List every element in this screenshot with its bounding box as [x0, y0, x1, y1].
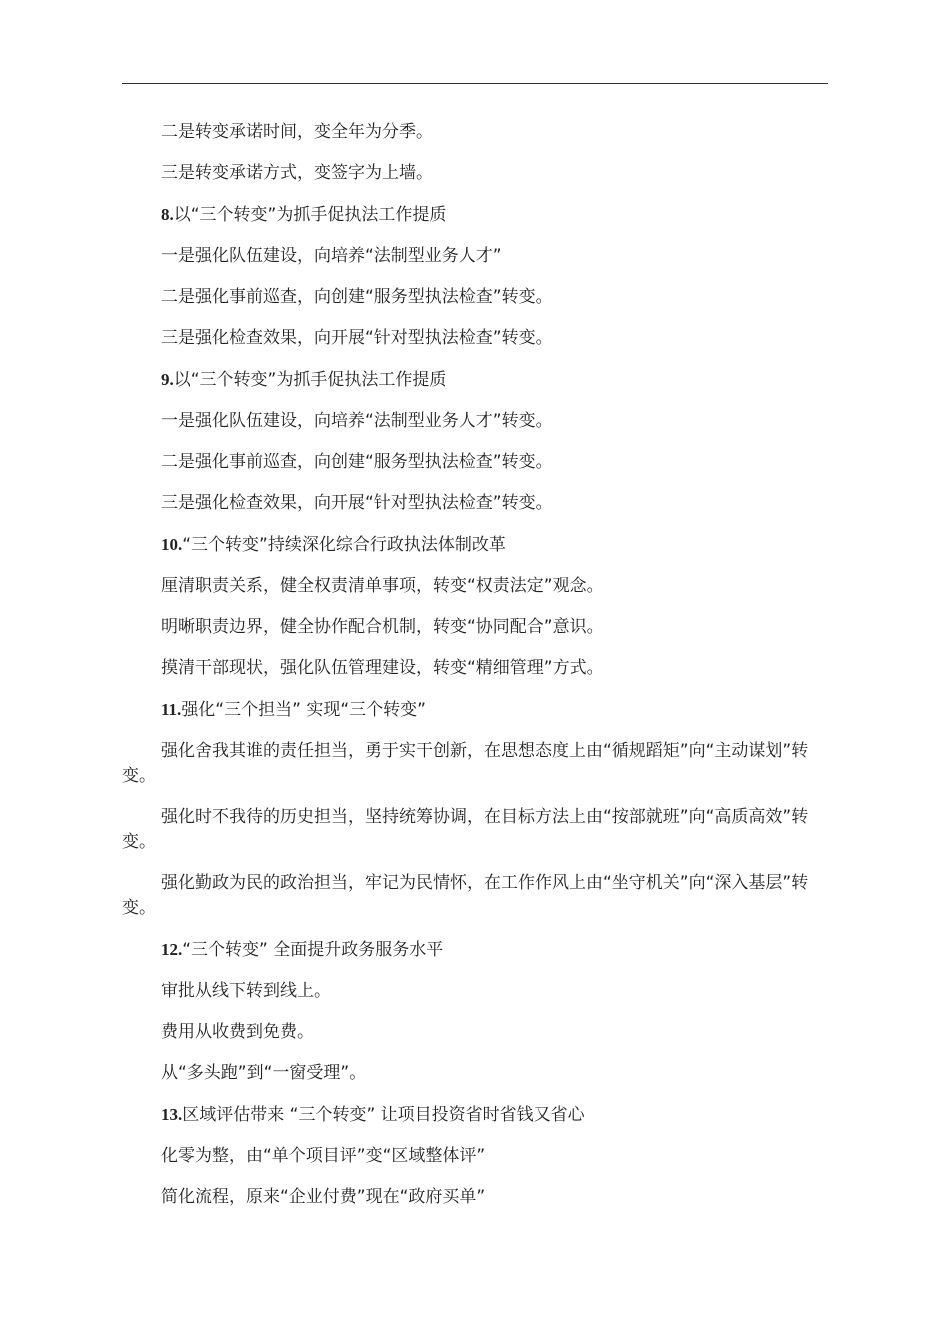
paragraph: 一是强化队伍建设，向培养“法制型业务人才”: [161, 246, 502, 266]
paragraph: 费用从收费到免费。: [161, 1022, 314, 1042]
document-body: [122, 120, 828, 1226]
section-heading: [122, 367, 828, 393]
paragraph: 厘清职责关系，健全权责清单事项，转变“权责法定”观念。: [161, 576, 604, 596]
heading-number: 8.: [161, 205, 174, 224]
paragraph: 强化舍我其谁的责任担当，勇于实干创新，在思想态度上由“循规蹈矩”向“主动谋划”转变。: [122, 741, 809, 786]
paragraph: 审批从线下转到线上。: [161, 981, 331, 1001]
heading-text: 强化“三个担当” 实现“三个转变”: [181, 700, 426, 720]
paragraph: 明晰职责边界，健全协作配合机制，转变“协同配合”意识。: [161, 617, 604, 637]
paragraph: 简化流程，原来“企业付费”现在“政府买单”: [161, 1187, 486, 1207]
heading-text: “三个转变” 全面提升政务服务水平: [182, 940, 444, 960]
paragraph: 三是转变承诺方式，变签字为上墙。: [161, 163, 433, 183]
paragraph: 三是强化检查效果，向开展“针对型执法检查”转变。: [161, 328, 553, 348]
paragraph: 二是强化事前巡查，向创建“服务型执法检查”转变。: [161, 452, 553, 472]
section-heading: [122, 697, 828, 723]
heading-text: 以“三个转变”为抓手促执法工作提质: [173, 205, 447, 225]
paragraph: 一是强化队伍建设，向培养“法制型业务人才”转变。: [161, 411, 553, 431]
section-heading: [122, 202, 828, 228]
heading-number: 10.: [161, 535, 183, 554]
section-heading: [122, 532, 828, 558]
heading-number: 9.: [161, 370, 174, 389]
section-heading: [122, 937, 828, 963]
header-rule: [122, 83, 828, 84]
paragraph: 二是强化事前巡查，向创建“服务型执法检查”转变。: [161, 287, 553, 307]
paragraph: 强化勤政为民的政治担当，牢记为民情怀，在工作作风上由“坐守机关”向“深入基层”转变。: [122, 873, 809, 918]
paragraph: 从“多头跑”到“一窗受理”。: [161, 1063, 367, 1083]
section-heading: [122, 1102, 828, 1128]
paragraph: 强化时不我待的历史担当，坚持统筹协调，在目标方法上由“按部就班”向“高质高效”转变。: [122, 807, 809, 852]
paragraph: 三是强化检查效果，向开展“针对型执法检查”转变。: [161, 493, 553, 513]
paragraph: 化零为整，由“单个项目评”变“区域整体评”: [161, 1146, 486, 1166]
heading-number: 13.: [161, 1105, 183, 1124]
heading-text: 区域评估带来 “三个转变” 让项目投资省时省钱又省心: [182, 1105, 585, 1125]
heading-number: 11.: [161, 700, 182, 719]
heading-number: 12.: [161, 940, 183, 959]
paragraph: 二是转变承诺时间，变全年为分季。: [161, 122, 433, 142]
heading-text: “三个转变”持续深化综合行政执法体制改革: [182, 535, 506, 555]
heading-text: 以“三个转变”为抓手促执法工作提质: [173, 370, 447, 390]
paragraph: 摸清干部现状，强化队伍管理建设，转变“精细管理”方式。: [161, 658, 604, 678]
